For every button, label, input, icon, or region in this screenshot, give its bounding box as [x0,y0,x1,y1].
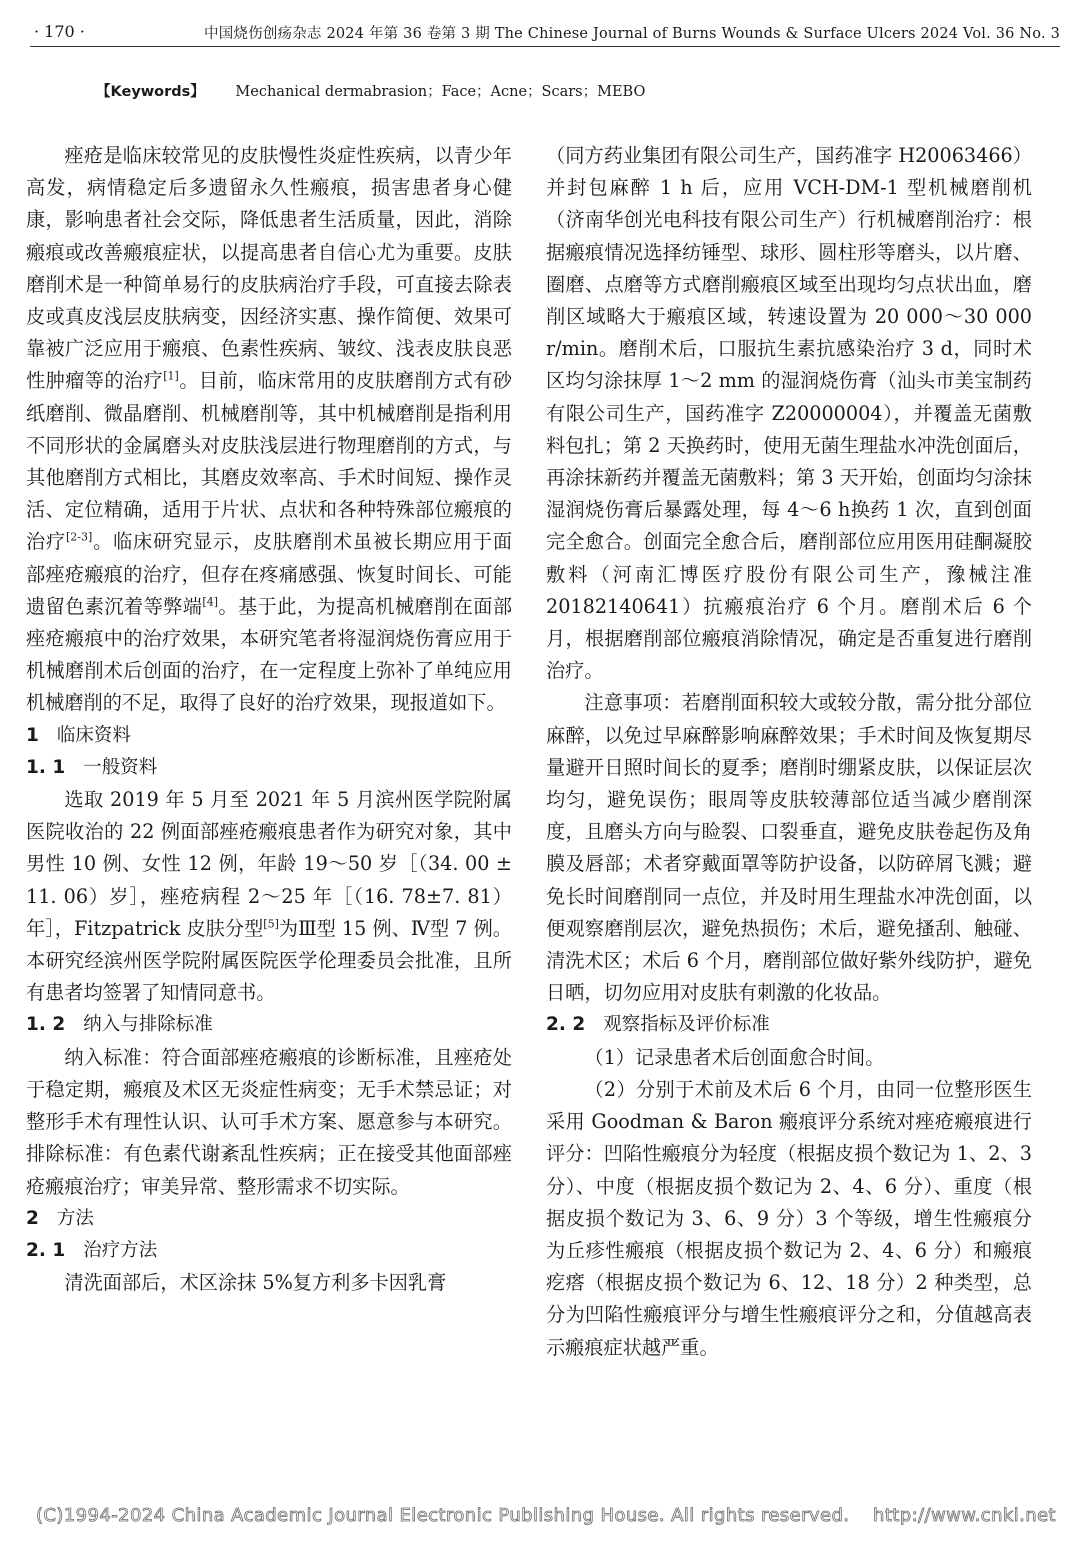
subsection-heading-treatment: 2. 1 治疗方法 [26,1239,158,1261]
copyright-text: (C)1994-2024 China Academic Journal Electronic Publishing House. All rights reserved. [36,1505,850,1526]
subsection-heading-criteria: 1. 2 纳入与排除标准 [26,1014,213,1036]
treatment-paragraph-start: 清洗面部后，术区涂抹 5%复方利多卡因乳膏 [64,1271,447,1295]
section-heading-clinical: 1 临床资料 [26,724,131,746]
general-paragraph: 选取 2019 年 5 月至 2021 年 5 月滨州医学院附属医院收治的 22 例面部痤疮瘢痕患者作为研究对象，其中男性 10 例、女性 12 例，年龄 19～50 岁［（34. 00 ± 11. 06）岁］，痤疮病程 2～25 年［（16. 78±7. 81）年］，Fitzpatrick 皮肤分型[5]为Ⅲ型 15 例、Ⅳ型 7 例。本研究经滨州医学院附属医院医学伦理委员会批准，且所有患者均签署了知情同意书。 [26,788,512,1005]
keywords-label: 【Keywords】 [96,84,205,100]
left-column [26,140,512,1299]
treatment-paragraph-continued: （同方药业集团有限公司生产，国药准字 H20063466）并封包麻醉 1 h 后，应用 VCH-DM-1 型机械磨削机（济南华创光电科技有限公司生产）行机械磨削治疗：根据瘢痕情况选择纺锤型、球形、圆柱形等磨头，以片磨、圈磨、点磨等方式磨削瘢痕区域至出现均匀点状出血，磨削区域略大于瘢痕区域，转速设置为 20 000～30 000 r/min。磨削术后，口服抗生素抗感染治疗 3 d，同时术区均匀涂抹厚 1～2 mm 的湿润烧伤膏（汕头市美宝制药有限公司生产，国药准字 Z20000004），并覆盖无菌敷料包扎；第 2 天换药时，使用无菌生理盐水冲洗创面后，再涂抹新药并覆盖无菌敷料；第 3 天开始，创面均匀涂抹湿润烧伤膏后暴露处理，每 4～6 h换药 1 次，直到创面完全愈合。创面完全愈合后，磨削部位应用医用硅酮凝胶敷料（河南汇博医疗股份有限公司生产，豫械注准 20182140641）抗瘢痕治疗 6 个月。磨削术后 6 个月，根据磨削部位瘢痕消除情况，确定是否重复进行磨削治疗。 [546,144,1032,683]
notes-paragraph: 注意事项：若磨削面积较大或较分散，需分批分部位麻醉，以免过早麻醉影响麻醉效果；手术时间及恢复期尽量避开日照时间长的夏季；磨削时绷紧皮肤，以保证层次均匀，避免误伤；眼周等皮肤较薄部位适当减少磨削深度，且磨头方向与睑裂、口裂垂直，避免皮肤卷起伤及角膜及唇部；术者穿戴面罩等防护设备，以防碎屑飞溅；避免长时间磨削同一点位，并及时用生理盐水冲洗创面，以便观察磨削层次，避免热损伤；术后，避免搔刮、触碰、清洗术区；术后 6 个月，磨削部位做好紫外线防护，避免日晒，切勿应用对皮肤有刺激的化妆品。 [546,691,1032,1005]
section-heading-method: 2 方法 [26,1207,94,1229]
page-number: · 170 · [34,22,85,41]
citation-4: [4] [202,595,218,609]
journal-citation: 中国烧伤创疡杂志 2024 年第 36 卷第 3 期 The Chinese Journal of Burns Wounds & Surface Ulcers 2024 Vol. 36 No. 3 [204,26,1060,42]
copyright-watermark [36,1505,1056,1526]
criteria-paragraph: 纳入标准：符合面部痤疮瘢痕的诊断标准，且痤疮处于稳定期，瘢痕及术区无炎症性病变；无手术禁忌证；对整形手术有理性认识、认可手术方案、愿意参与本研究。排除标准：有色素代谢紊乱性疾病；正在接受其他面部痤疮瘢痕治疗；审美异常、整形需求不切实际。 [26,1045,512,1198]
right-column [546,140,1032,1364]
intro-paragraph: 痤疮是临床较常见的皮肤慢性炎症性疾病，以青少年高发，病情稳定后多遗留永久性瘢痕，损害患者身心健康，影响患者社会交际，降低患者生活质量，因此，消除瘢痕或改善瘢痕症状，以提高患者自信心尤为重要。皮肤磨削术是一种简单易行的皮肤病治疗手段，可直接去除表皮或真皮浅层皮肤病变，因经济实惠、操作简便、效果可靠被广泛应用于瘢痕、色素性疾病、皱纹、浅表皮肤良恶性肿瘤等的治疗[1]。目前，临床常用的皮肤磨削方式有砂纸磨削、微晶磨削、机械磨削等，其中机械磨削是指利用不同形状的金属磨头对皮肤浅层进行物理磨削的方式，与其他磨削方式相比，其磨皮效率高、手术时间短、操作灵活、定位精确，适用于片状、点状和各种特殊部位瘢痕的治疗[2-3]。临床研究显示，皮肤磨削术虽被长期应用于面部痤疮瘢痕的治疗，但存在疼痛感强、恢复时间长、可能遗留色素沉着等弊端[4]。基于此，为提高机械磨削在面部痤疮瘢痕中的治疗效果，本研究笔者将湿润烧伤膏应用于机械磨削术后创面的治疗，在一定程度上弥补了单纯应用机械磨削的不足，取得了良好的治疗效果，现报道如下。 [26,144,513,715]
observation-item-2: （2）分别于术前及术后 6 个月，由同一位整形医生采用 Goodman & Baron 瘢痕评分系统对痤疮瘢痕进行评分：凹陷性瘢痕分为轻度（根据皮损个数记为 1、2、3 分）、中度（根据皮损个数记为 2、4、6 分）、重度（根据皮损个数记为 3、6、9 分）3 个等级，增生性瘢痕分为丘疹性瘢痕（根据皮损个数记为 2、4、6 分）和瘢痕疙瘩（根据皮损个数记为 6、12、18 分）2 种类型，总分为凹陷性瘢痕评分与增生性瘢痕评分之和，分值越高表示瘢痕症状越严重。 [546,1077,1032,1359]
keywords-line [96,80,645,101]
subsection-heading-general: 1. 1 一般资料 [26,756,158,778]
citation-2-3: [2-3] [65,531,93,545]
citation-1: [1] [163,370,179,384]
citation-5: [5] [263,917,279,931]
header-rule [30,46,1060,47]
running-header [30,22,1060,46]
subsection-heading-observation: 2. 2 观察指标及评价标准 [546,1014,770,1036]
cnki-url: http://www.cnki.net [873,1505,1056,1526]
observation-item-1: （1）记录患者术后创面愈合时间。 [584,1045,885,1069]
keywords-text: Mechanical dermabrasion；Face；Acne；Scars；MEBO [235,84,646,100]
